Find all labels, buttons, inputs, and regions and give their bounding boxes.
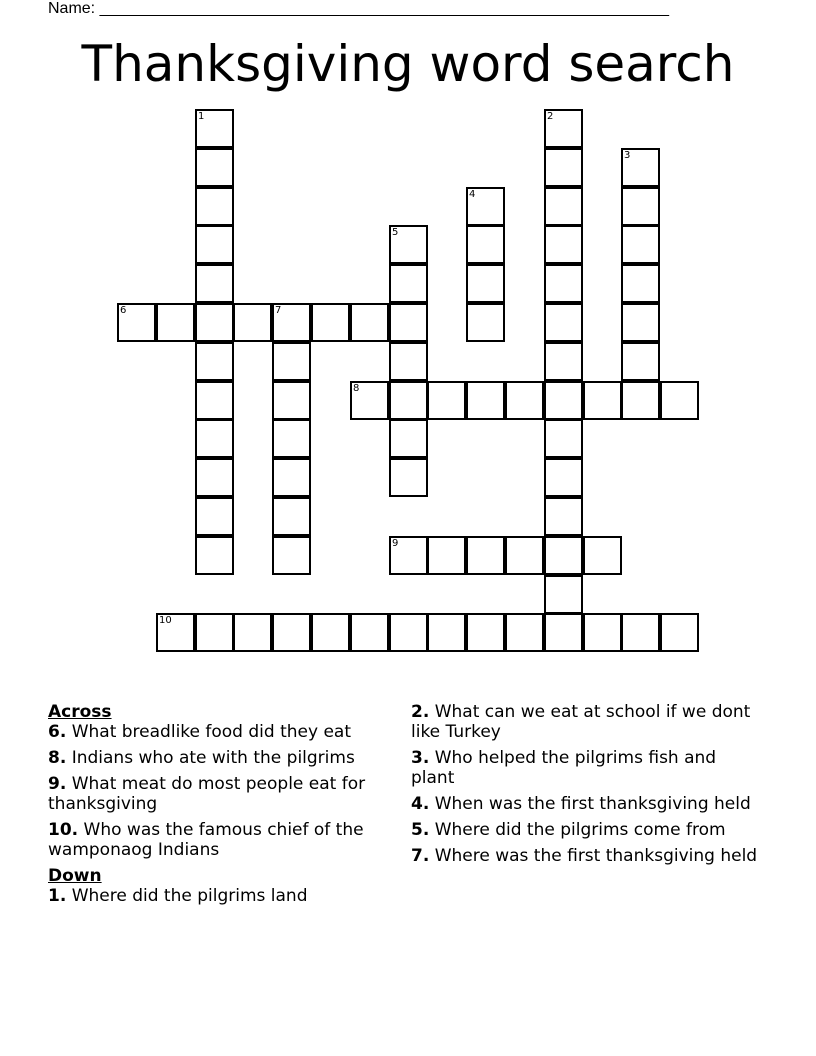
grid-cell[interactable] — [544, 109, 583, 148]
grid-cell[interactable] — [505, 381, 544, 420]
clue-item — [48, 748, 403, 768]
grid-cell[interactable] — [621, 187, 660, 226]
grid-cell[interactable] — [621, 148, 660, 187]
clue-item — [48, 722, 403, 742]
grid-cell[interactable] — [583, 381, 622, 420]
clue-number: 4. — [411, 794, 430, 814]
grid-cell[interactable] — [544, 419, 583, 458]
grid-cell[interactable] — [389, 264, 428, 303]
grid-cell[interactable] — [544, 225, 583, 264]
grid-cell[interactable] — [389, 613, 428, 652]
grid-cell[interactable] — [311, 303, 350, 342]
clue-item — [48, 820, 403, 860]
grid-cell[interactable] — [544, 458, 583, 497]
grid-cell[interactable] — [505, 536, 544, 575]
grid-cell[interactable] — [389, 225, 428, 264]
grid-cell[interactable] — [272, 303, 311, 342]
clue-number: 10. — [48, 820, 79, 840]
grid-cell[interactable] — [350, 613, 389, 652]
clue-number-label: 4 — [469, 189, 476, 200]
grid-cell[interactable] — [621, 303, 660, 342]
clue-text: When was the first thanksgiving held — [429, 794, 751, 814]
clue-number-label: 1 — [198, 111, 205, 122]
clue-item — [411, 794, 761, 814]
grid-cell[interactable] — [195, 381, 234, 420]
grid-cell[interactable] — [233, 303, 272, 342]
grid-cell[interactable] — [272, 536, 311, 575]
grid-cell[interactable] — [466, 187, 505, 226]
name-field[interactable]: Name: ________________________________________________________________ — [48, 0, 670, 17]
clue-text: Who helped the pilgrims fish and plant — [411, 748, 717, 788]
grid-cell[interactable] — [156, 613, 195, 652]
grid-cell[interactable] — [389, 458, 428, 497]
grid-cell[interactable] — [544, 381, 583, 420]
grid-cell[interactable] — [544, 187, 583, 226]
grid-cell[interactable] — [621, 225, 660, 264]
clue-number: 5. — [411, 820, 430, 840]
grid-cell[interactable] — [544, 342, 583, 381]
grid-cell[interactable] — [389, 342, 428, 381]
grid-cell[interactable] — [350, 303, 389, 342]
grid-cell[interactable] — [466, 225, 505, 264]
grid-cell[interactable] — [583, 613, 622, 652]
grid-cell[interactable] — [272, 458, 311, 497]
grid-cell[interactable] — [389, 303, 428, 342]
clue-text: Indians who ate with the pilgrims — [66, 748, 355, 768]
grid-cell[interactable] — [621, 342, 660, 381]
grid-cell[interactable] — [195, 613, 234, 652]
clue-text: What can we eat at school if we dont like Turkey — [411, 702, 751, 742]
across-heading: Across — [48, 702, 112, 722]
clue-text: What meat do most people eat for thanksgiving — [48, 774, 366, 814]
clue-number: 8. — [48, 748, 67, 768]
grid-cell[interactable] — [427, 536, 466, 575]
grid-cell[interactable] — [621, 613, 660, 652]
grid-cell[interactable] — [466, 613, 505, 652]
grid-cell[interactable] — [389, 381, 428, 420]
grid-cell[interactable] — [544, 303, 583, 342]
grid-cell[interactable] — [544, 536, 583, 575]
grid-cell[interactable] — [389, 536, 428, 575]
grid-cell[interactable] — [195, 225, 234, 264]
grid-cell[interactable] — [466, 381, 505, 420]
grid-cell[interactable] — [389, 419, 428, 458]
grid-cell[interactable] — [583, 536, 622, 575]
clue-text: Where did the pilgrims come from — [429, 820, 726, 840]
grid-cell[interactable] — [660, 613, 699, 652]
grid-cell[interactable] — [233, 613, 272, 652]
grid-cell[interactable] — [466, 303, 505, 342]
grid-cell[interactable] — [427, 613, 466, 652]
grid-cell[interactable] — [544, 148, 583, 187]
grid-cell[interactable] — [195, 148, 234, 187]
grid-cell[interactable] — [156, 303, 195, 342]
clue-item — [411, 820, 761, 840]
grid-cell[interactable] — [466, 536, 505, 575]
clue-number: 6. — [48, 722, 67, 742]
grid-cell[interactable] — [195, 458, 234, 497]
clue-item — [411, 748, 761, 788]
clue-number-label: 5 — [392, 227, 399, 238]
grid-cell[interactable] — [660, 381, 699, 420]
clues-column-left — [48, 702, 403, 912]
clue-number: 9. — [48, 774, 67, 794]
clue-text: What breadlike food did they eat — [66, 722, 351, 742]
grid-cell[interactable] — [272, 419, 311, 458]
grid-cell[interactable] — [272, 381, 311, 420]
grid-cell[interactable] — [195, 536, 234, 575]
clue-number: 7. — [411, 846, 430, 866]
page-title: Thanksgiving word search — [81, 35, 735, 93]
clue-number-label: 3 — [624, 150, 631, 161]
grid-cell[interactable] — [117, 303, 156, 342]
grid-cell[interactable] — [466, 264, 505, 303]
clue-item — [411, 846, 761, 866]
grid-cell[interactable] — [195, 497, 234, 536]
grid-cell[interactable] — [195, 109, 234, 148]
grid-cell[interactable] — [272, 497, 311, 536]
grid-cell[interactable] — [544, 264, 583, 303]
grid-cell[interactable] — [272, 613, 311, 652]
clue-number: 2. — [411, 702, 430, 722]
clue-number-label: 2 — [547, 111, 554, 122]
clue-item — [411, 702, 761, 742]
grid-cell[interactable] — [544, 575, 583, 614]
clues-column-right — [411, 702, 761, 872]
grid-cell[interactable] — [544, 613, 583, 652]
down-heading: Down — [48, 866, 102, 886]
grid-cell[interactable] — [621, 264, 660, 303]
grid-cell[interactable] — [544, 497, 583, 536]
grid-cell[interactable] — [195, 342, 234, 381]
grid-cell[interactable] — [272, 342, 311, 381]
clue-item — [48, 774, 403, 814]
clue-number-label: 8 — [353, 383, 360, 394]
clue-number-label: 10 — [159, 615, 172, 626]
clue-text: Where was the first thanksgiving held — [429, 846, 758, 866]
grid-cell[interactable] — [621, 381, 660, 420]
grid-cell[interactable] — [195, 303, 234, 342]
grid-cell[interactable] — [350, 381, 389, 420]
grid-cell[interactable] — [195, 419, 234, 458]
grid-cell[interactable] — [195, 264, 234, 303]
grid-cell[interactable] — [427, 381, 466, 420]
grid-cell[interactable] — [311, 613, 350, 652]
clue-number: 1. — [48, 886, 67, 906]
clue-text: Who was the famous chief of the wamponaog Indians — [48, 820, 364, 860]
clue-number-label: 9 — [392, 538, 399, 549]
grid-cell[interactable] — [505, 613, 544, 652]
clue-text: Where did the pilgrims land — [66, 886, 308, 906]
clue-item — [48, 886, 403, 906]
clue-number: 3. — [411, 748, 430, 768]
clue-number-label: 7 — [275, 305, 282, 316]
clue-number-label: 6 — [120, 305, 127, 316]
grid-cell[interactable] — [195, 187, 234, 226]
